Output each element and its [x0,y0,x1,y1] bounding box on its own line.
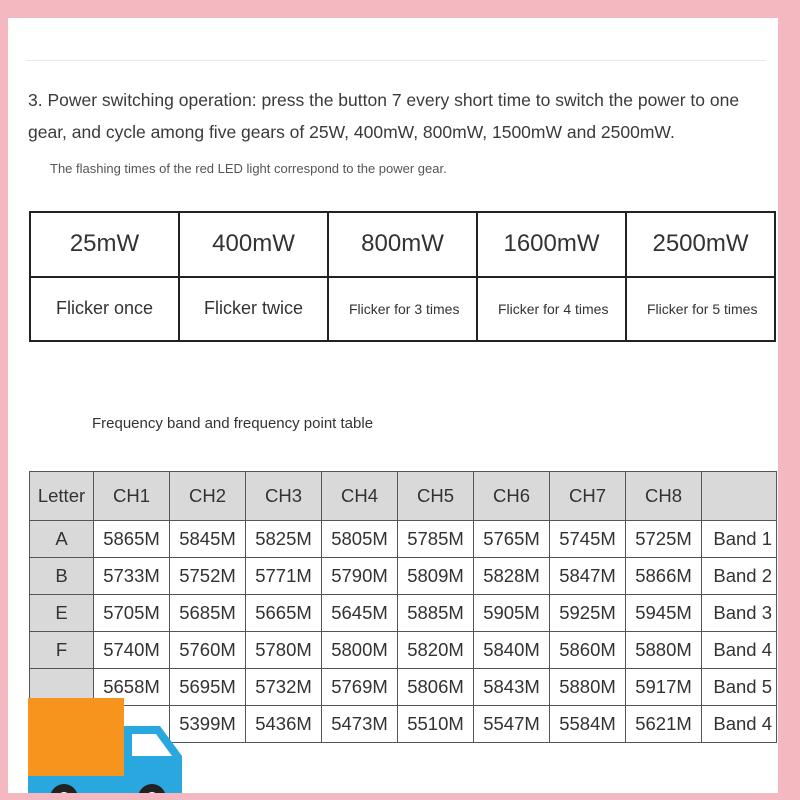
frequency-header-cell: CH8 [626,472,702,521]
frequency-cell: 5790M [322,558,398,595]
frequency-cell: 5785M [398,521,474,558]
band-letter-cell: F [30,632,94,669]
power-description-cell: Flicker once [30,277,179,342]
frequency-header-cell: CH4 [322,472,398,521]
frequency-cell: 5845M [170,521,246,558]
delivery-truck-icon [28,698,188,793]
frequency-cell: 5725M [626,521,702,558]
product-description-page [8,18,778,793]
frequency-cell: 5825M [246,521,322,558]
band-letter-cell: E [30,595,94,632]
frequency-cell: 5645M [322,595,398,632]
power-switching-paragraph: 3. Power switching operation: press the button 7 every short time to switch the power to one gear, and cycle among five gears of 25W, 400mW, 800mW, 1500mW and 2500mW. [28,90,740,142]
frequency-header-cell: CH6 [474,472,550,521]
power-description-cell: Flicker twice [179,277,328,342]
frequency-header-cell: CH7 [550,472,626,521]
frequency-header-cell: CH5 [398,472,474,521]
frequency-cell: 5473M [322,706,398,743]
power-header-cell: 400mW [179,212,328,277]
frequency-cell: 5806M [398,669,474,706]
frequency-cell: 5685M [170,595,246,632]
frequency-cell: 5820M [398,632,474,669]
frequency-cell: 5805M [322,521,398,558]
power-header-row [30,212,775,277]
frequency-cell: 5917M [626,669,702,706]
frequency-cell: 5547M [474,706,550,743]
band-letter-cell: A [30,521,94,558]
power-gear-table [29,211,776,342]
led-note: The flashing times of the red LED light correspond to the power gear. [50,161,447,176]
band-name-cell: Band 4 [702,632,777,669]
frequency-cell: 5732M [246,669,322,706]
frequency-cell: 5752M [170,558,246,595]
frequency-header-cell: CH3 [246,472,322,521]
frequency-table-title: Frequency band and frequency point table [92,415,374,432]
frequency-cell: 5584M [550,706,626,743]
frequency-cell: 5436M [246,706,322,743]
frequency-cell: 5840M [474,632,550,669]
frequency-cell: 5769M [322,669,398,706]
frequency-cell: 5809M [398,558,474,595]
frequency-cell: 5905M [474,595,550,632]
frequency-cell: 5665M [246,595,322,632]
frequency-cell: 5705M [94,595,170,632]
power-header-cell: 1600mW [477,212,626,277]
band-name-cell: Band 2 [702,558,777,595]
frequency-cell: 5658M [94,669,170,706]
frequency-cell: 5695M [170,669,246,706]
frequency-cell: 5760M [170,632,246,669]
frequency-cell: 5885M [398,595,474,632]
frequency-row [30,558,777,595]
frequency-row [30,521,777,558]
frequency-cell: 5800M [322,632,398,669]
frequency-row [30,632,777,669]
power-header-cell: 800mW [328,212,477,277]
frequency-cell: 5828M [474,558,550,595]
frequency-cell: 5880M [626,632,702,669]
frequency-cell: 5866M [626,558,702,595]
frequency-cell: 5843M [474,669,550,706]
power-header-cell: 2500mW [626,212,775,277]
frequency-cell: 5765M [474,521,550,558]
frequency-cell: 5399M [170,706,246,743]
power-description-cell: Flicker for 5 times [626,277,775,342]
frequency-cell: 5780M [246,632,322,669]
frequency-header-cell: CH2 [170,472,246,521]
frequency-cell: 5847M [550,558,626,595]
frequency-cell: 5925M [550,595,626,632]
divider [26,60,766,61]
frequency-cell: 5510M [398,706,474,743]
frequency-header-cell: Letter [30,472,94,521]
band-name-cell: Band 5 [702,669,777,706]
band-letter-cell: B [30,558,94,595]
frequency-header-cell: CH1 [94,472,170,521]
frequency-cell: 5745M [550,521,626,558]
frequency-header-cell [702,472,777,521]
power-header-cell: 25mW [30,212,179,277]
frequency-cell: 5771M [246,558,322,595]
band-name-cell: Band 1 [702,521,777,558]
frequency-cell: 5733M [94,558,170,595]
frequency-cell: 5740M [94,632,170,669]
band-name-cell: Band 4 [702,706,777,743]
frequency-cell: 5865M [94,521,170,558]
frequency-cell: 5621M [626,706,702,743]
frequency-header-row [30,472,777,521]
frequency-row [30,595,777,632]
power-description-cell: Flicker for 4 times [477,277,626,342]
band-name-cell: Band 3 [702,595,777,632]
frequency-cell: 5880M [550,669,626,706]
power-description-cell: Flicker for 3 times [328,277,477,342]
frequency-cell: 5860M [550,632,626,669]
frequency-cell: 5945M [626,595,702,632]
power-description-row [30,277,775,342]
